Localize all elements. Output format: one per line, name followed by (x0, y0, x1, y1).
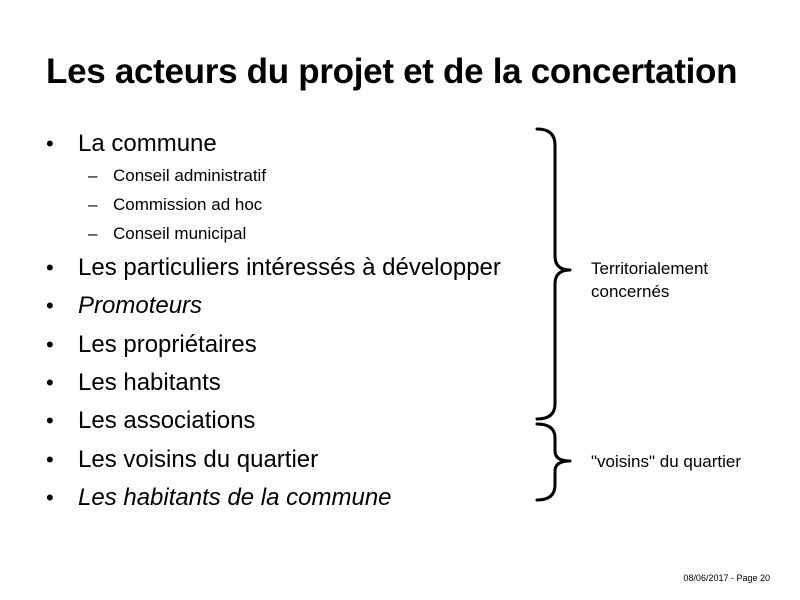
list-item-label: Les propriétaires (78, 331, 257, 358)
list-item-label: Promoteurs (78, 292, 203, 319)
group-label-territorial (591, 257, 708, 303)
group-label-line: Territorialement (591, 259, 709, 278)
page-title: Les acteurs du projet et de la concertation (46, 52, 738, 91)
bullet-icon: • (46, 485, 54, 510)
bullet-icon: • (46, 131, 54, 156)
list-item-label: Les particuliers intéressés à développer (78, 254, 501, 281)
list-item-label: Les habitants (78, 369, 221, 396)
group-label-voisins: "voisins" du quartier (591, 452, 742, 471)
group-label-line: concernés (591, 282, 670, 301)
bullet-icon: • (46, 332, 54, 357)
brace-territorial-icon (537, 129, 570, 419)
list-item-label: Les associations (78, 407, 256, 434)
sub-item-label: Commission ad hoc (113, 195, 263, 214)
bullet-icon: • (46, 255, 54, 280)
sub-item-label: Conseil administratif (113, 166, 267, 185)
sub-item-label: Conseil municipal (113, 224, 247, 243)
dash-icon: – (88, 224, 98, 243)
page-footer: 08/06/2017 - Page 20 (683, 573, 770, 583)
dash-icon: – (88, 166, 98, 185)
bullet-icon: • (46, 408, 54, 433)
dash-icon: – (88, 195, 98, 214)
list-item-label: La commune (78, 130, 217, 157)
bullet-icon: • (46, 370, 54, 395)
bullet-icon: • (46, 447, 54, 472)
brace-voisins-icon (537, 424, 570, 500)
bullet-icon: • (46, 293, 54, 318)
list-item-label: Les habitants de la commune (78, 484, 392, 511)
list-item-label: Les voisins du quartier (78, 446, 319, 473)
